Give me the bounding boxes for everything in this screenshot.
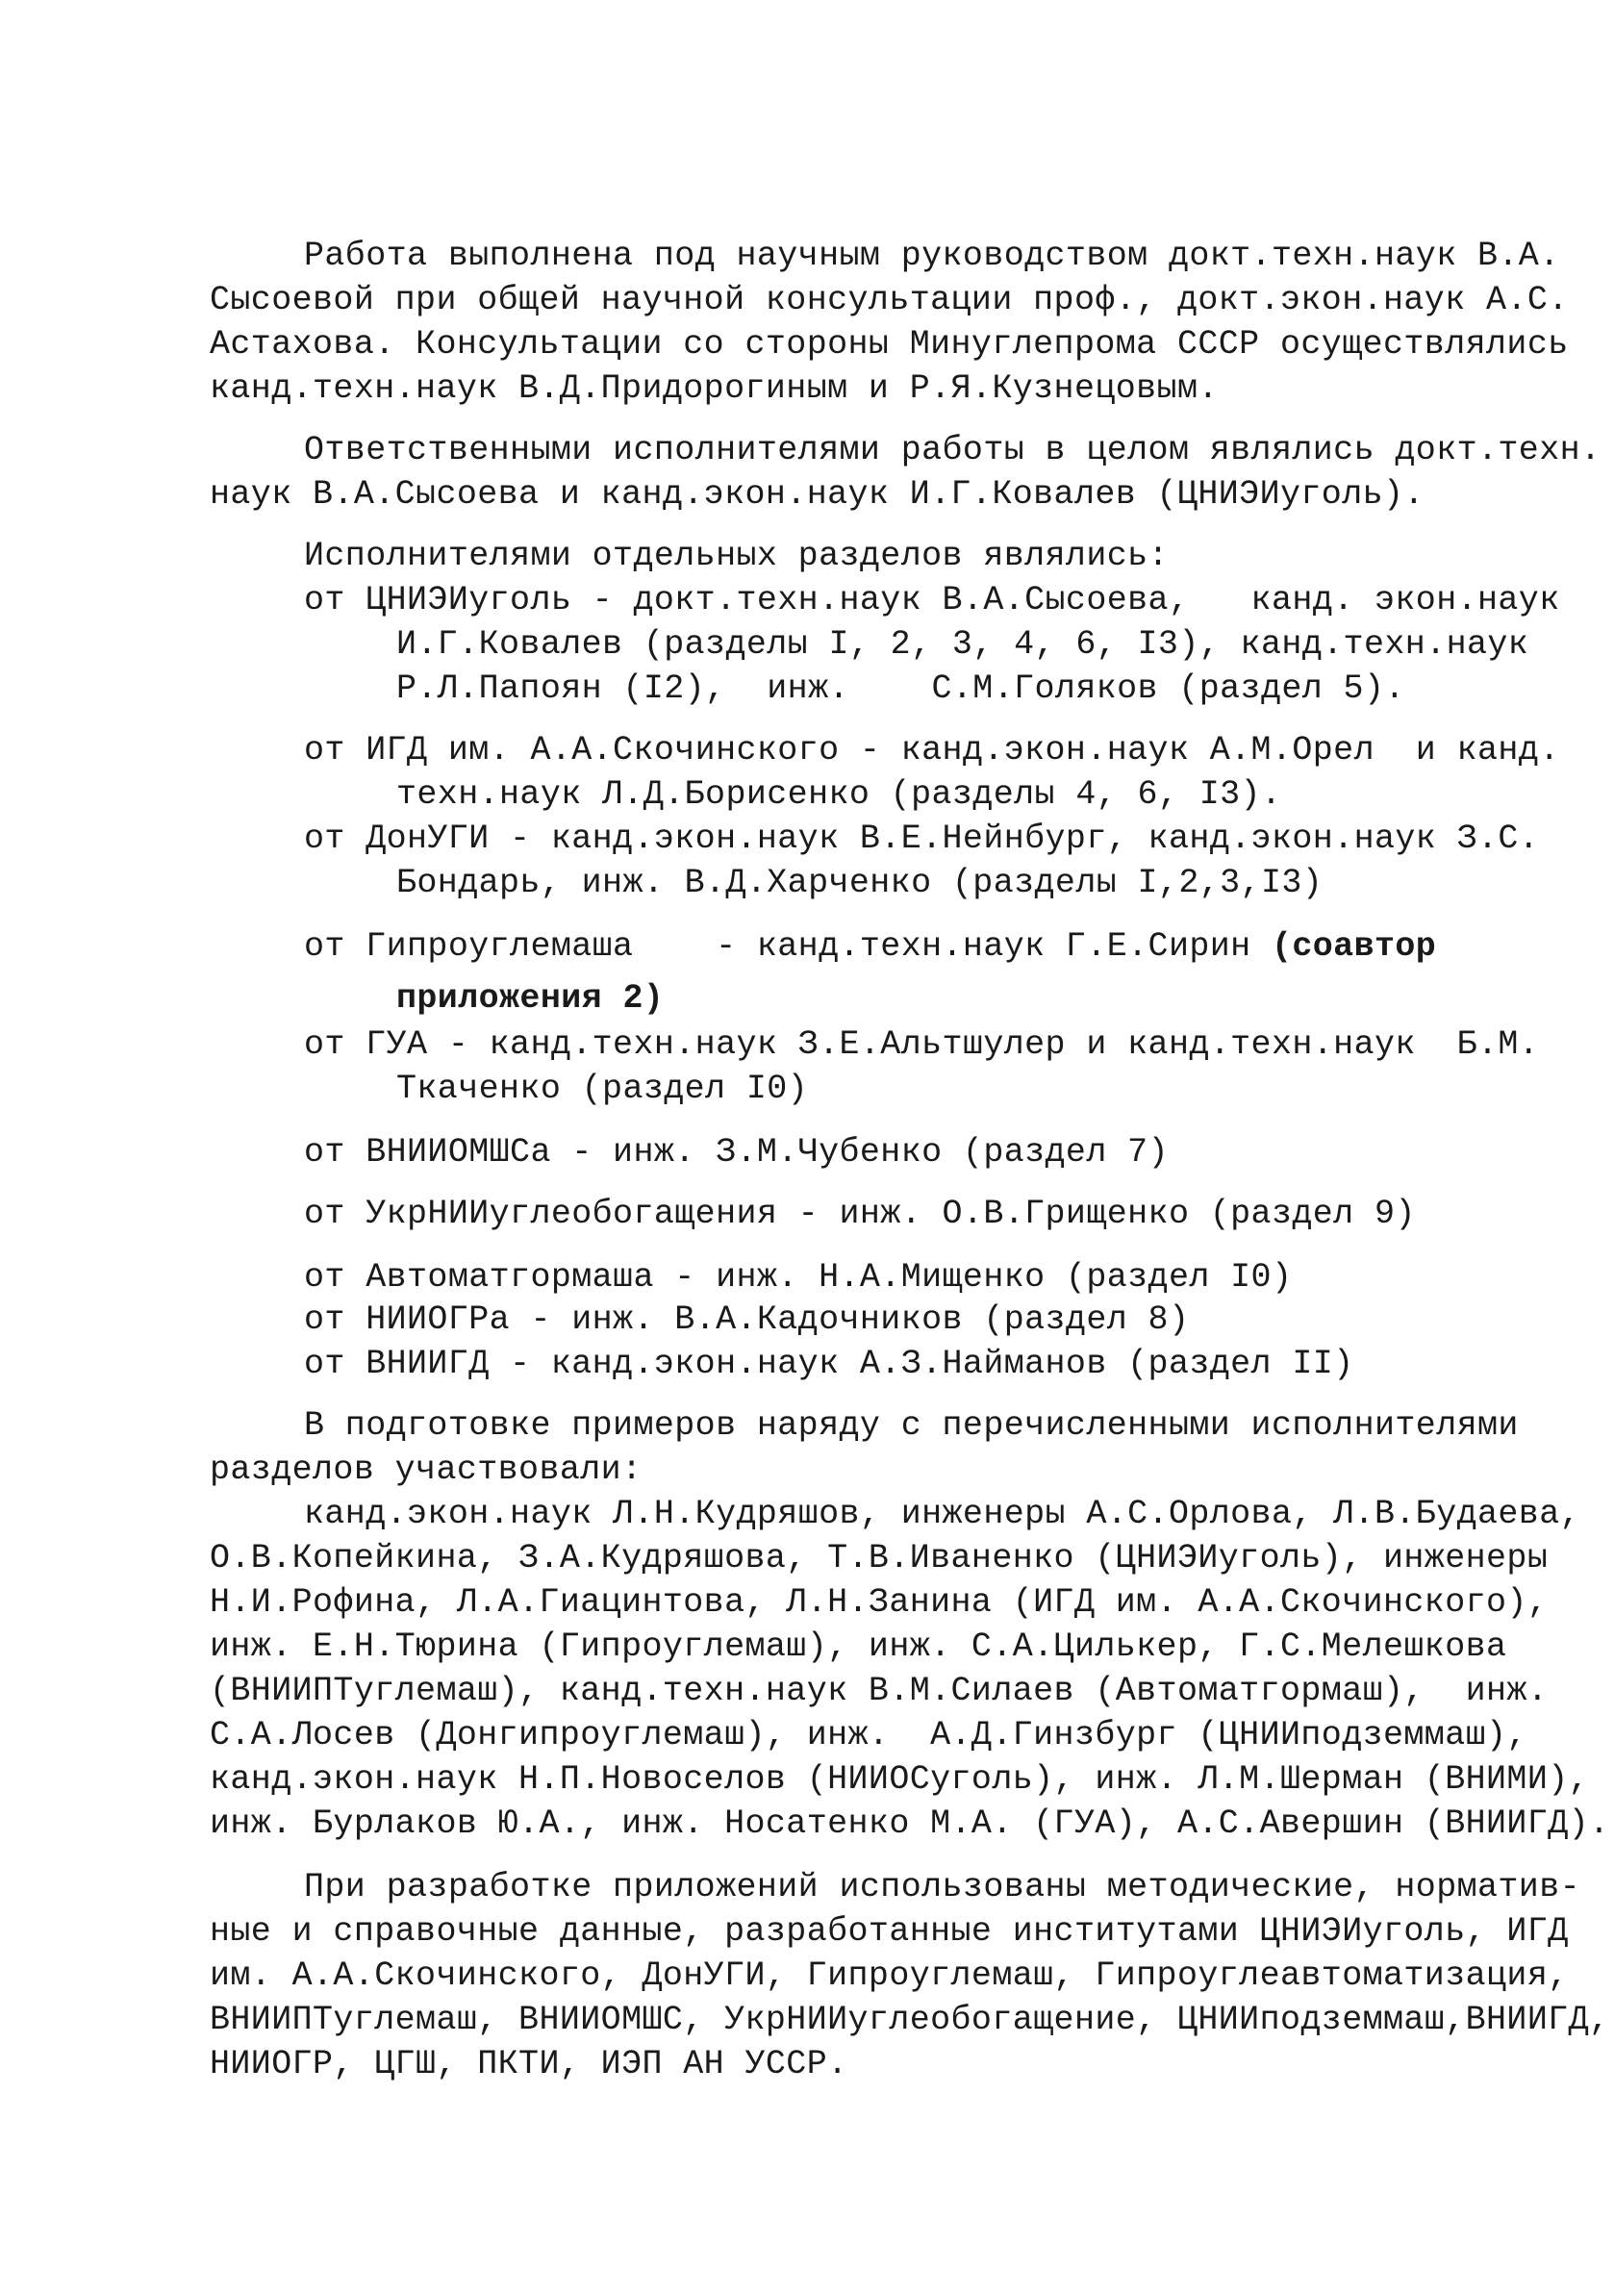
executor-donugi-line-2: Бондарь, инж. В.Д.Харченко (разделы I,2,3,I3) bbox=[396, 864, 1324, 902]
examples-line-7: (ВНИИПТуглемаш), канд.техн.наук В.М.Силаев (Автоматгормаш), инж. bbox=[210, 1672, 1549, 1710]
examples-line-10: инж. Бурлаков Ю.А., инж. Носатенко М.А. (ГУА), А.С.Авершин (ВНИИГД). bbox=[210, 1804, 1610, 1843]
executor-niiogr: от НИИОГРа - инж. В.А.Кадочников (раздел 8) bbox=[304, 1300, 1190, 1339]
intro-line-1: Работа выполнена под научным руководством докт.техн.наук В.А. bbox=[304, 237, 1560, 275]
executor-vniiomsh: от ВНИИОМШСа - инж. З.М.Чубенко (раздел 7) bbox=[304, 1133, 1169, 1172]
intro-line-4: канд.техн.наук В.Д.Придорогиным и Р.Я.Кузнецовым. bbox=[210, 369, 1219, 408]
executor-cniei-line-1: от ЦНИЭИуголь - докт.техн.наук В.А.Сысоева, канд. экон.наук bbox=[304, 581, 1560, 619]
responsible-line-1: Ответственными исполнителями работы в целом являлись докт.техн. bbox=[304, 431, 1601, 469]
executor-giprougl-line-2: приложения 2) bbox=[396, 979, 665, 1018]
sections-heading: Исполнителями отдельных разделов являлись: bbox=[304, 537, 1169, 575]
executor-giprougl-coauthor: (соавтор bbox=[1271, 927, 1437, 966]
executor-cniei-line-3: Р.Л.Папоян (I2), инж. С.М.Голяков (раздел 5). bbox=[396, 669, 1405, 708]
executor-donugi-line-1: от ДонУГИ - канд.экон.наук В.Е.Нейнбург, канд.экон.наук З.С. bbox=[304, 820, 1540, 858]
executor-gua-line-1: от ГУА - канд.техн.наук З.Е.Альтшулер и канд.техн.наук Б.М. bbox=[304, 1025, 1540, 1064]
examples-line-1: В подготовке примеров наряду с перечисленными исполнителями bbox=[304, 1406, 1519, 1445]
examples-line-4: О.В.Копейкина, З.А.Кудряшова, Т.В.Иваненко (ЦНИЭИуголь), инженеры bbox=[210, 1539, 1549, 1577]
appendices-line-3: им. А.А.Скочинского, ДонУГИ, Гипроуглемаш, Гипроуглеавтоматизация, bbox=[210, 1956, 1569, 1995]
examples-line-9: канд.экон.наук Н.П.Новоселов (НИИОСуголь), инж. Л.М.Шерман (ВНИМИ), bbox=[210, 1760, 1590, 1799]
executor-gua-line-2: Ткаченко (раздел I0) bbox=[396, 1070, 809, 1108]
executor-igd-line-1: от ИГД им. А.А.Скочинского - канд.экон.наук А.М.Орел и канд. bbox=[304, 731, 1560, 770]
examples-line-2: разделов участвовали: bbox=[210, 1451, 643, 1489]
appendices-line-4: ВНИИПТуглемаш, ВНИИОМШС, УкрНИИуглеобогащение, ЦНИИподземмаш,ВНИИГД, bbox=[210, 2001, 1610, 2039]
executor-giprougl-line-1 bbox=[304, 925, 1436, 968]
examples-line-5: Н.И.Рофина, Л.А.Гиацинтова, Л.Н.Занина (ИГД им. А.А.Скочинского), bbox=[210, 1583, 1549, 1622]
executor-ukrnii: от УкрНИИуглеобогащения - инж. О.В.Грищенко (раздел 9) bbox=[304, 1195, 1416, 1233]
responsible-line-2: наук В.А.Сысоева и канд.экон.наук И.Г.Ковалев (ЦНИЭИуголь). bbox=[210, 475, 1425, 514]
examples-line-3: канд.экон.наук Л.Н.Кудряшов, инженеры А.С.Орлова, Л.В.Будаева, bbox=[304, 1495, 1581, 1533]
executor-vniigd: от ВНИИГД - канд.экон.наук А.З.Найманов (раздел II) bbox=[304, 1345, 1354, 1383]
examples-line-8: С.А.Лосев (Донгипроуглемаш), инж. А.Д.Гинзбург (ЦНИИподземмаш), bbox=[210, 1716, 1527, 1754]
executor-avtomat: от Автоматгормаша - инж. Н.А.Мищенко (раздел I0) bbox=[304, 1258, 1293, 1297]
appendices-line-2: ные и справочные данные, разработанные институтами ЦНИЭИуголь, ИГД bbox=[210, 1912, 1569, 1951]
executor-cniei-line-2: И.Г.Ковалев (разделы I, 2, 3, 4, 6, I3), канд.техн.наук bbox=[396, 625, 1529, 664]
executor-igd-line-2: техн.наук Л.Д.Борисенко (разделы 4, 6, I3). bbox=[396, 775, 1282, 814]
intro-line-2: Сысоевой при общей научной консультации проф., докт.экон.наук А.С. bbox=[210, 281, 1569, 319]
examples-line-6: инж. Е.Н.Тюрина (Гипроуглемаш), инж. С.А.Цилькер, Г.С.Мелешкова bbox=[210, 1627, 1507, 1666]
appendices-line-5: НИИОГР, ЦГШ, ПКТИ, ИЭП АН УССР. bbox=[210, 2045, 848, 2083]
intro-line-3: Астахова. Консультации со стороны Минуглепрома СССР осуществлялись bbox=[210, 325, 1569, 364]
appendices-line-1: При разработке приложений использованы методические, норматив- bbox=[304, 1868, 1581, 1906]
executor-giprougl-text: от Гипроуглемаша - канд.техн.наук Г.Е.Сирин bbox=[304, 927, 1272, 966]
